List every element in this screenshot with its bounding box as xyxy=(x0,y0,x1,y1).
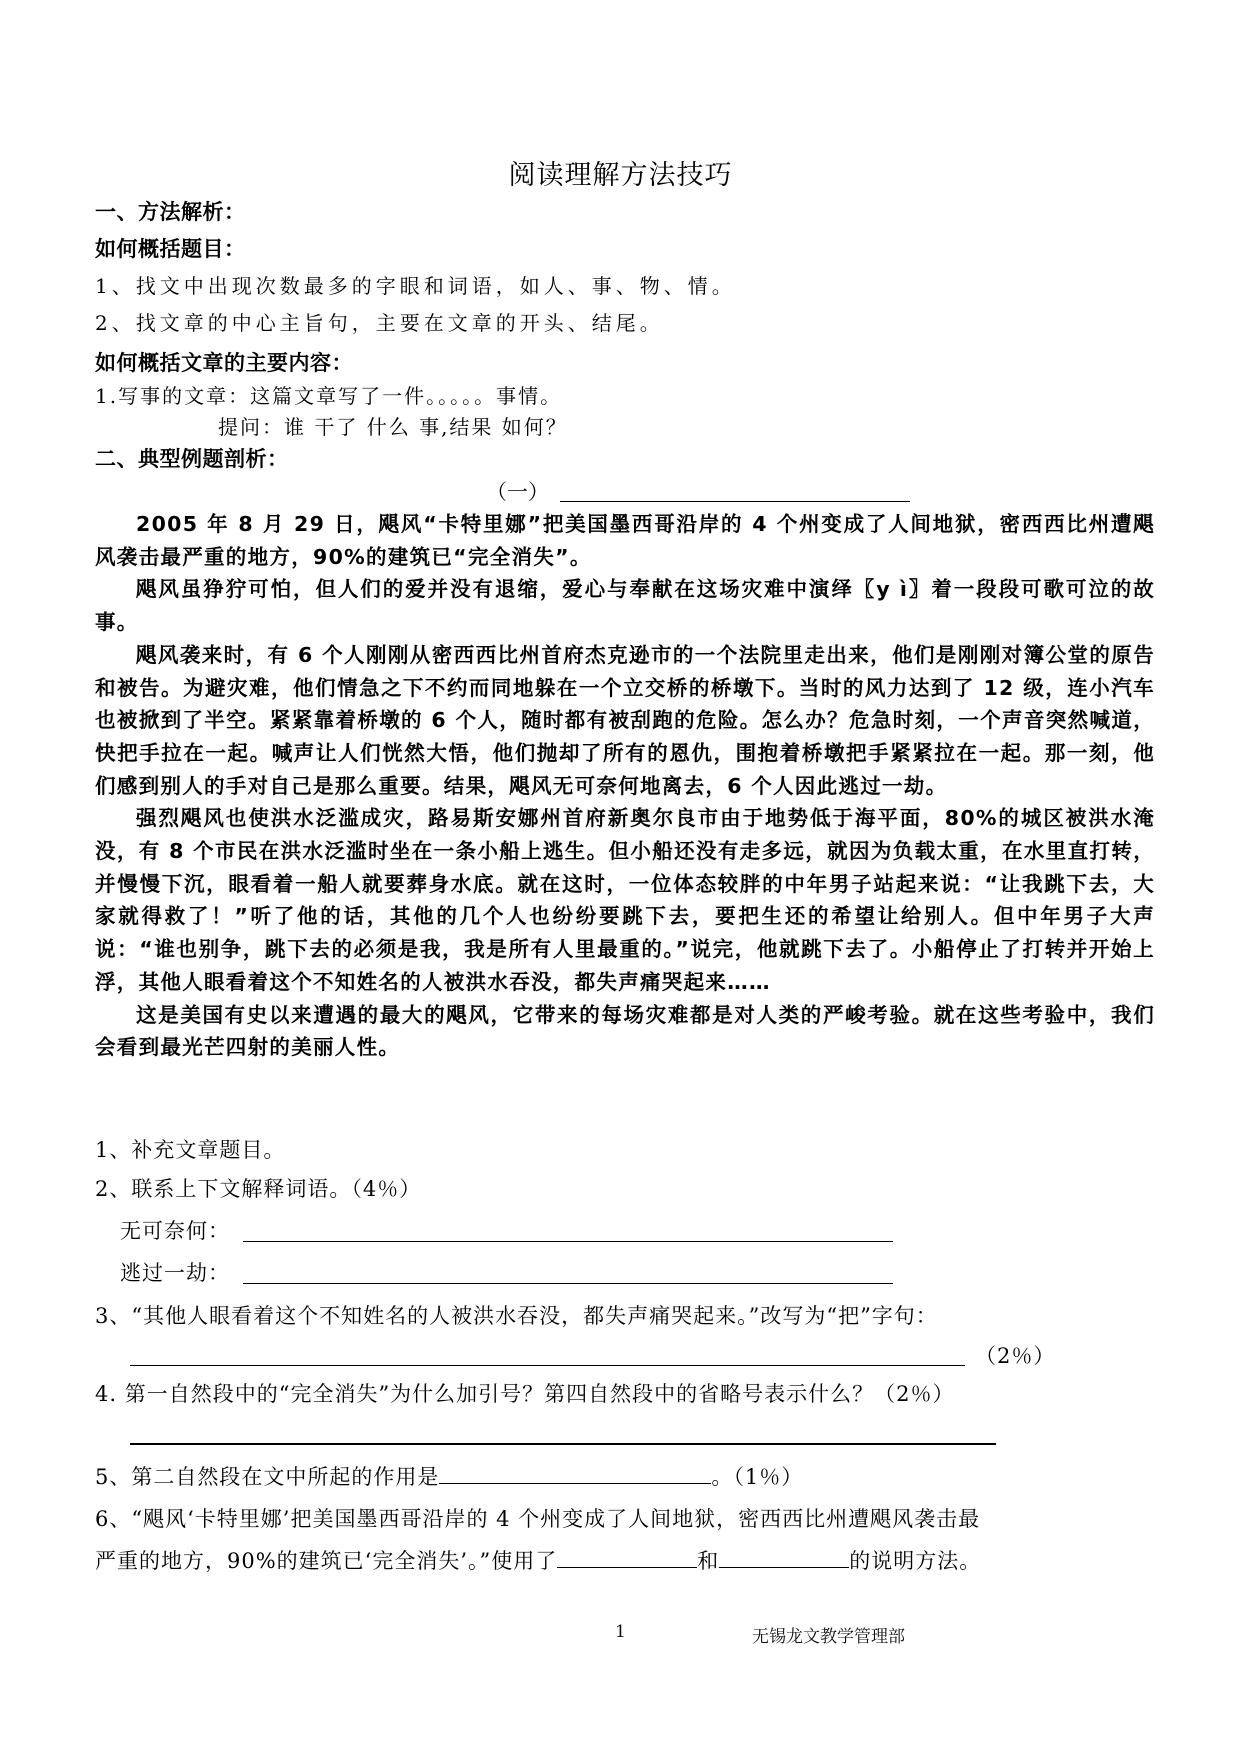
question-2-answer-blank-1[interactable] xyxy=(243,1241,893,1242)
question-6-suffix: 的说明方法。 xyxy=(849,1549,982,1573)
question-2-term-2: 逃过一劫： xyxy=(120,1261,230,1285)
passage-paragraph-5: 这是美国有史以来遭遇的最大的飓风，它带来的每场灾难都是对人类的严峻考验。就在这些考验中，我们会看到最光芒四射的美丽人性。 xyxy=(95,1002,1155,1060)
question-6-answer-blank-2[interactable] xyxy=(719,1545,849,1568)
question-6-line-1: 6、“飓风‘卡特里娜’把美国墨西哥沿岸的 4 个州变成了人间地狱，密西西比州遭飓风袭击最 xyxy=(95,1507,981,1531)
question-3-answer-blank[interactable] xyxy=(130,1365,965,1366)
title-answer-blank[interactable] xyxy=(560,501,910,502)
question-4-answer-blank[interactable] xyxy=(130,1443,996,1445)
question-3-score: （2％） xyxy=(975,1344,1056,1368)
question-5-answer-blank[interactable] xyxy=(439,1461,711,1484)
passage-paragraph-1: 2005 年 8 月 29 日，飓风“卡特里娜”把美国墨西哥沿岸的 4 个州变成了人间地狱，密西西比州遭飓风袭击最严重的地方，90%的建筑已“完全消失”。 xyxy=(95,512,1155,569)
passage-paragraph-4: 强烈飓风也使洪水泛滥成灾，路易斯安娜州首府新奥尔良市由于地势低于海平面，80%的城区被洪水淹没，有 8 个市民在洪水泛滥时坐在一条小船上逃生。但小船还没有走多远，就因为负载太重，在水里直打转，并慢慢下沉，眼看着一船人就要葬身水底。就在这时，一位体态较胖的中年男子站起来说：“让我跳下去，大家就得救了！”听了他的话，其他的几个人也纷纷要跳下去，要把生还的希望让给别人。但中年男子大声说：“谁也别争，跳下去的必须是我，我是所有人里最重的。”说完，他就跳下去了。小船停止了打转并开始上浮，其他人眼看着这个不知姓名的人被洪水吞没，都失声痛哭起来…… xyxy=(95,806,1155,994)
method-item-2: 2、找文章的中心主旨句，主要在文章的开头、结尾。 xyxy=(95,311,664,335)
subheading-title-summary: 如何概括题目： xyxy=(95,237,246,261)
reading-passage xyxy=(95,508,1155,1064)
question-2: 2、联系上下文解释词语。（4％） xyxy=(95,1177,422,1201)
document-title: 阅读理解方法技巧 xyxy=(508,160,733,191)
question-2-answer-blank-2[interactable] xyxy=(243,1283,893,1284)
passage-paragraph-2: 飓风虽狰狞可怕，但人们的爱并没有退缩，爱心与奉献在这场灾难中演绎〖y ì〗着一段段可歌可泣的故事。 xyxy=(95,577,1155,635)
section1-heading: 一、方法解析： xyxy=(95,200,246,224)
question-2-term-1: 无可奈何： xyxy=(120,1219,230,1243)
method-item-1: 1、找文中出现次数最多的字眼和词语，如人、事、物、情。 xyxy=(95,274,736,298)
content-prompt: 提问：谁 干了 什么 事,结果 如何？ xyxy=(218,415,568,439)
question-5-prefix: 5、第二自然段在文中所起的作用是 xyxy=(95,1465,440,1489)
question-5 xyxy=(95,1461,803,1491)
question-1: 1、补充文章题目。 xyxy=(95,1138,286,1162)
subheading-content-summary: 如何概括文章的主要内容： xyxy=(95,351,353,375)
passage-label: （一） xyxy=(486,480,549,504)
question-6-prefix: 严重的地方，90%的建筑已‘完全消失’。”使用了 xyxy=(95,1549,558,1573)
footer-organization: 无锡龙文教学管理部 xyxy=(752,1627,905,1647)
question-3: 3、“其他人眼看着这个不知姓名的人被洪水吞没，都失声痛哭起来。”改写为“把”字句： xyxy=(95,1304,938,1328)
content-item-1: 1.写事的文章：这篇文章写了一件。。。。。事情。 xyxy=(95,384,563,408)
question-6-line-2 xyxy=(95,1545,981,1575)
passage-paragraph-3: 飓风袭来时，有 6 个人刚刚从密西西比州首府杰克逊市的一个法院里走出来，他们是刚刚对簿公堂的原告和被告。为避灾难，他们情急之下不约而同地躲在一个立交桥的桥墩下。当时的风力达到了 12 级，连小汽车也被掀到了半空。紧紧靠着桥墩的 6 个人，随时都有被刮跑的危险。怎么办？危急时刻，一个声音突然喊道，快把手拉在一起。喊声让人们恍然大悟，他们抛却了所有的恩仇，围抱着桥墩把手紧紧拉在一起。那一刻，他们感到别人的手对自己是那么重要。结果，飓风无可奈何地离去，6 个人因此逃过一劫。 xyxy=(95,642,1155,798)
section2-heading: 二、典型例题剖析： xyxy=(95,447,289,471)
question-6-answer-blank-1[interactable] xyxy=(557,1545,697,1568)
question-5-suffix: 。（1％） xyxy=(711,1465,804,1489)
page-number: 1 xyxy=(615,1622,626,1642)
question-6-and: 和 xyxy=(697,1549,720,1573)
question-4: 4. 第一自然段中的“完全消失”为什么加引号？第四自然段中的省略号表示什么？（2％） xyxy=(95,1382,955,1406)
